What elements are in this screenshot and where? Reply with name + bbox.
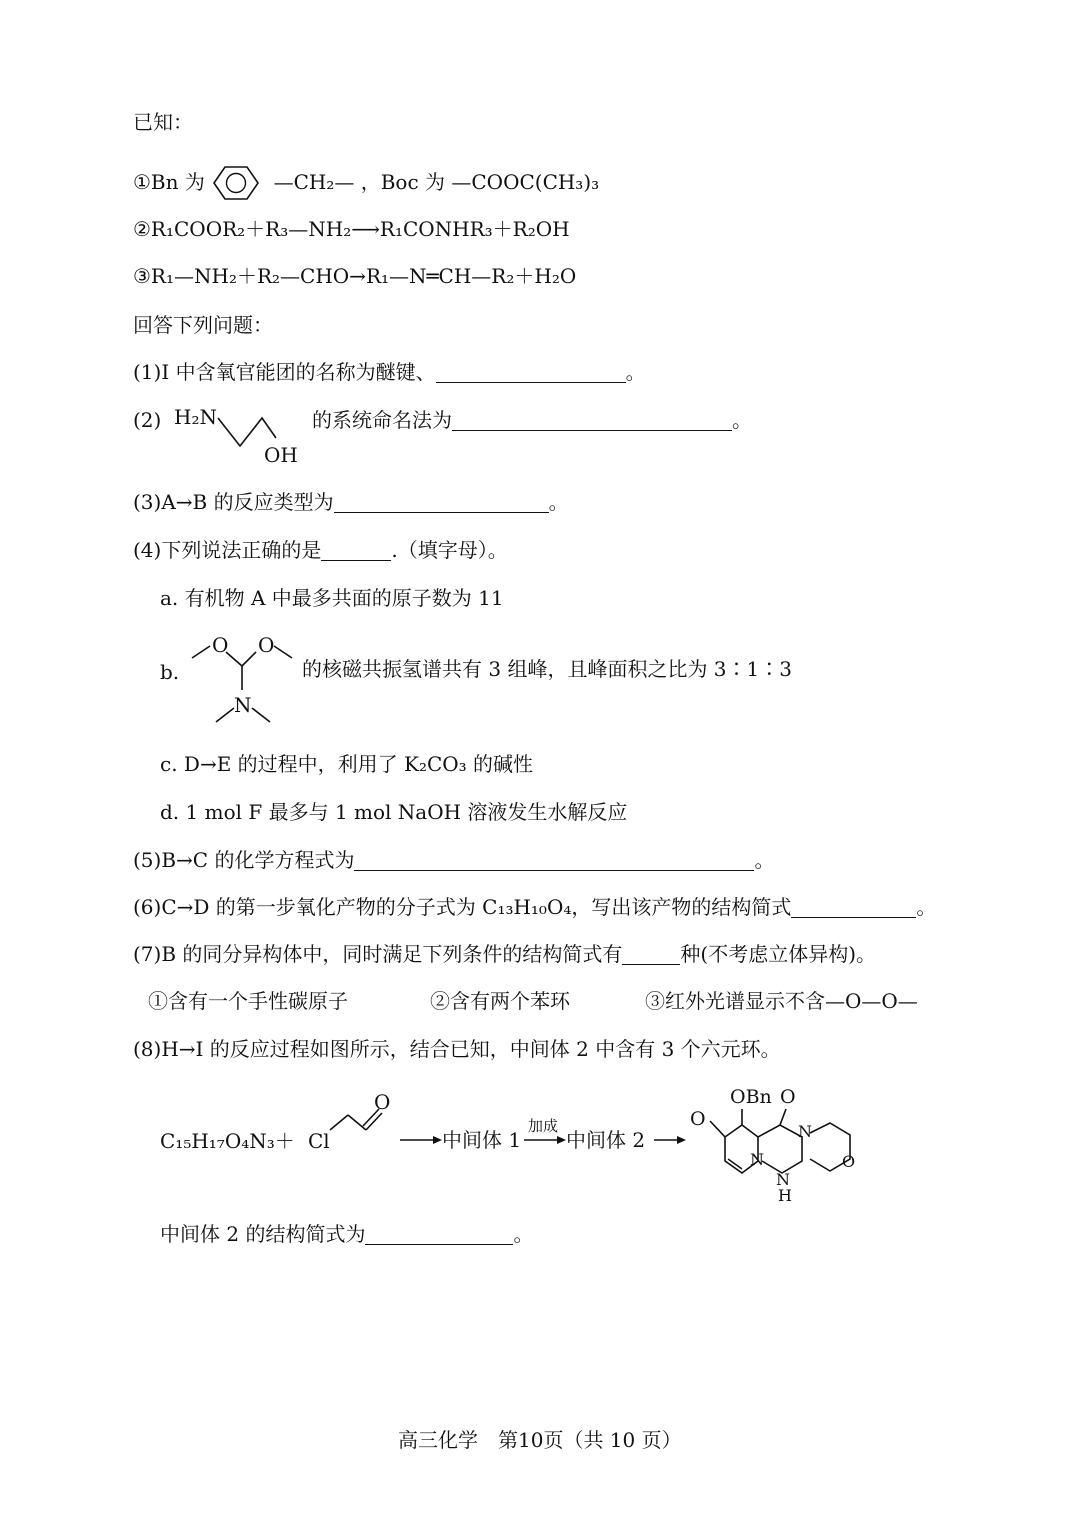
- question-6: [133, 895, 936, 920]
- question-6-end: 。: [916, 895, 937, 919]
- dmf-dma-structure: [186, 628, 302, 728]
- question-8: (8)H→I 的反应过程如图所示，结合已知，中间体 2 中含有 3 个六元环。: [133, 1037, 781, 1061]
- option-b-label: b.: [160, 660, 180, 684]
- product-obn-label: OBn: [730, 1086, 772, 1108]
- product-o-ring-label: O: [842, 1152, 856, 1171]
- q2-oh-label: OH: [264, 443, 298, 467]
- product-h-label: H: [778, 1186, 792, 1205]
- question-8-answer-end: 。: [513, 1222, 534, 1246]
- question-5-text: (5)B→C 的化学方程式为: [133, 848, 355, 872]
- intermediate-2-label: 中间体 2: [566, 1128, 646, 1152]
- question-8-answer: [160, 1222, 533, 1247]
- option-b-o2: O: [258, 633, 275, 657]
- question-8-answer-text: 中间体 2 的结构简式为: [160, 1222, 366, 1246]
- question-5-end: 。: [754, 848, 775, 872]
- q7-condition-3: ③红外光谱显示不含—O—O—: [645, 989, 918, 1013]
- q2-h2n-label: H₂N: [174, 405, 217, 429]
- answer-blank-5[interactable]: [354, 848, 754, 871]
- product-o-top-label: O: [780, 1086, 796, 1108]
- option-c: c. D→E 的过程中，利用了 K₂CO₃ 的碱性: [160, 752, 534, 776]
- product-o-left-label: O: [690, 1108, 706, 1130]
- known-item-1-prefix: ①Bn 为: [133, 170, 205, 194]
- ethanolamine-structure: [172, 398, 312, 470]
- option-d: d. 1 mol F 最多与 1 mol NaOH 溶液发生水解反应: [160, 800, 628, 824]
- known-item-3: ③R₁—NH₂＋R₂—CHO→R₁—N═CH—R₂＋H₂O: [133, 264, 577, 288]
- answer-blank-3[interactable]: [334, 490, 549, 513]
- q7-condition-1: ①含有一个手性碳原子: [148, 989, 348, 1013]
- question-2: [312, 408, 752, 433]
- question-7-text: (7)B 的同分异构体中，同时满足下列条件的结构简式有: [133, 942, 623, 966]
- question-2-text: 的系统命名法为: [312, 408, 452, 432]
- known-item-2: ②R₁COOR₂＋R₃—NH₂⟶R₁CONHR₃＋R₂OH: [133, 217, 570, 241]
- question-4: [133, 538, 508, 563]
- question-1-text: (1)I 中含氧官能团的名称为醚键、: [133, 360, 436, 384]
- question-2-end: 。: [732, 408, 752, 432]
- answer-blank-2[interactable]: [452, 408, 732, 431]
- reactant-cl-label: Cl: [308, 1129, 330, 1153]
- question-6-text: (6)C→D 的第一步氧化产物的分子式为 C₁₃H₁₀O₄，写出该产物的结构简式: [133, 895, 792, 919]
- addition-label: 加成: [528, 1117, 559, 1135]
- question-7-end: 种(不考虑立体异构)。: [680, 942, 876, 966]
- reactant-formula: C₁₅H₁₇O₄N₃＋: [160, 1129, 295, 1153]
- option-b-o1: O: [212, 633, 229, 657]
- question-3: [133, 490, 569, 515]
- benzene-ring-icon: [213, 163, 265, 203]
- answer-blank-8[interactable]: [365, 1222, 513, 1245]
- option-b-text: 的核磁共振氢谱共有 3 组峰，且峰面积之比为 3∶1∶3: [302, 657, 792, 681]
- reactant-o-label: O: [374, 1090, 391, 1114]
- product-n2-label: N: [798, 1122, 812, 1141]
- page-footer: 高三化学 第10页（共 10 页）: [398, 1428, 682, 1452]
- question-4-end: .（填字母）。: [391, 538, 508, 562]
- question-2-num: (2): [133, 408, 162, 432]
- question-5: [133, 848, 774, 873]
- answer-blank-1[interactable]: [436, 360, 626, 383]
- known-item-1: [133, 163, 599, 203]
- intermediate-1-label: 中间体 1: [442, 1128, 522, 1152]
- product-n1-label: N: [750, 1150, 764, 1169]
- q7-condition-2: ②含有两个苯环: [430, 989, 570, 1013]
- product-nh-label: N: [776, 1170, 790, 1189]
- question-7: [133, 942, 876, 967]
- option-a: a. 有机物 A 中最多共面的原子数为 11: [160, 586, 504, 610]
- question-3-end: 。: [548, 490, 569, 514]
- question-4-text: (4)下列说法正确的是: [133, 538, 322, 562]
- question-1-end: 。: [625, 360, 646, 384]
- answer-blank-7[interactable]: [622, 942, 680, 965]
- answer-blank-6[interactable]: [791, 895, 916, 918]
- question-3-text: (3)A→B 的反应类型为: [133, 490, 334, 514]
- option-b-n: N: [234, 693, 252, 717]
- question-1: [133, 360, 646, 385]
- known-item-1-suffix: —CH₂— ，Boc 为 —COOC(CH₃)₃: [273, 170, 600, 194]
- reaction-scheme: [150, 1075, 890, 1215]
- answer-blank-4[interactable]: [321, 538, 391, 561]
- answer-intro: 回答下列问题：: [133, 313, 273, 337]
- known-title: 已知：: [133, 110, 193, 134]
